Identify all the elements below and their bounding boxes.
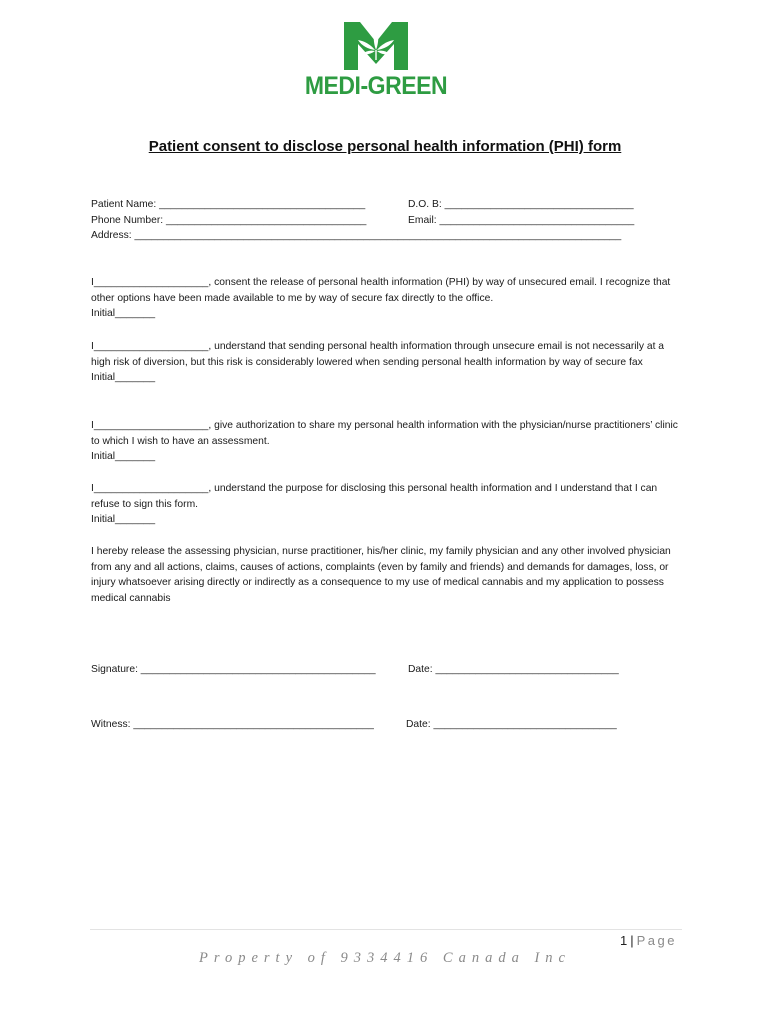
brand-name: MEDI-GREEN <box>304 72 448 100</box>
signature-date-field[interactable]: Date: ________________________________ <box>408 664 619 675</box>
consent-text[interactable]: I____________________, consent the release of personal health information (PHI) by way of unsecured email. I recognize that other options have been made available to me by way of secure fax directly to the office. <box>91 277 671 304</box>
consent-block-4 <box>91 481 681 528</box>
dob-field[interactable]: D.O. B: _________________________________ <box>408 199 634 210</box>
release-paragraph: I hereby release the assessing physician, nurse practitioner, his/her clinic, my family physician and any other involved physician from any and all actions, claims, causes of actions, complaints (even by family and friends) and demands for damages, loss, or injury whatsoever arising directly or indirectly as a consequence to my use of medical cannabis and my application to possess medical cannabis <box>91 546 671 605</box>
consent-text[interactable]: I____________________, give authorization to share my personal health information with the physician/nurse practitioners’ clinic to which I wish to have an assessment. <box>91 420 678 447</box>
medi-green-logo <box>298 18 454 102</box>
footer-divider <box>90 929 682 930</box>
initial-field[interactable]: Initial_______ <box>91 451 156 463</box>
initial-field[interactable]: Initial_______ <box>91 514 156 526</box>
page-separator: | <box>630 933 634 948</box>
witness-field[interactable]: Witness: __________________________________________ <box>91 719 374 730</box>
consent-text[interactable]: I____________________, understand that sending personal health information through unsecure email is not necessarily at a high risk of diversion, but this risk is considerably lowered when sending personal health information by way of secure fax <box>91 341 665 368</box>
page-label: Page <box>636 933 677 948</box>
signature-field[interactable]: Signature: _________________________________________ <box>91 664 376 675</box>
email-field[interactable]: Email: __________________________________ <box>408 214 635 226</box>
consent-block-1 <box>91 275 681 322</box>
consent-block-2 <box>91 339 681 386</box>
patient-name-field[interactable]: Patient Name: ____________________________________ <box>91 199 366 210</box>
initial-field[interactable]: Initial_______ <box>91 372 156 384</box>
property-footer: Property of 9334416 Canada Inc <box>199 950 571 966</box>
form-title: Patient consent to disclose personal health information (PHI) form <box>148 138 622 155</box>
patient-fields <box>91 197 681 244</box>
witness-date-field[interactable]: Date: ________________________________ <box>406 719 617 730</box>
phone-number-field[interactable]: Phone Number: ___________________________________ <box>91 214 367 226</box>
initial-field[interactable]: Initial_______ <box>91 308 156 320</box>
page-number <box>620 933 677 948</box>
consent-text[interactable]: I____________________, understand the purpose for disclosing this personal health information and I understand that I can refuse to sign this form. <box>91 483 658 510</box>
cannabis-m-icon <box>342 20 410 70</box>
consent-block-3 <box>91 418 681 465</box>
page-number-value: 1 <box>620 933 628 948</box>
address-field[interactable]: Address: _____________________________________________________________________________________ <box>91 230 622 242</box>
